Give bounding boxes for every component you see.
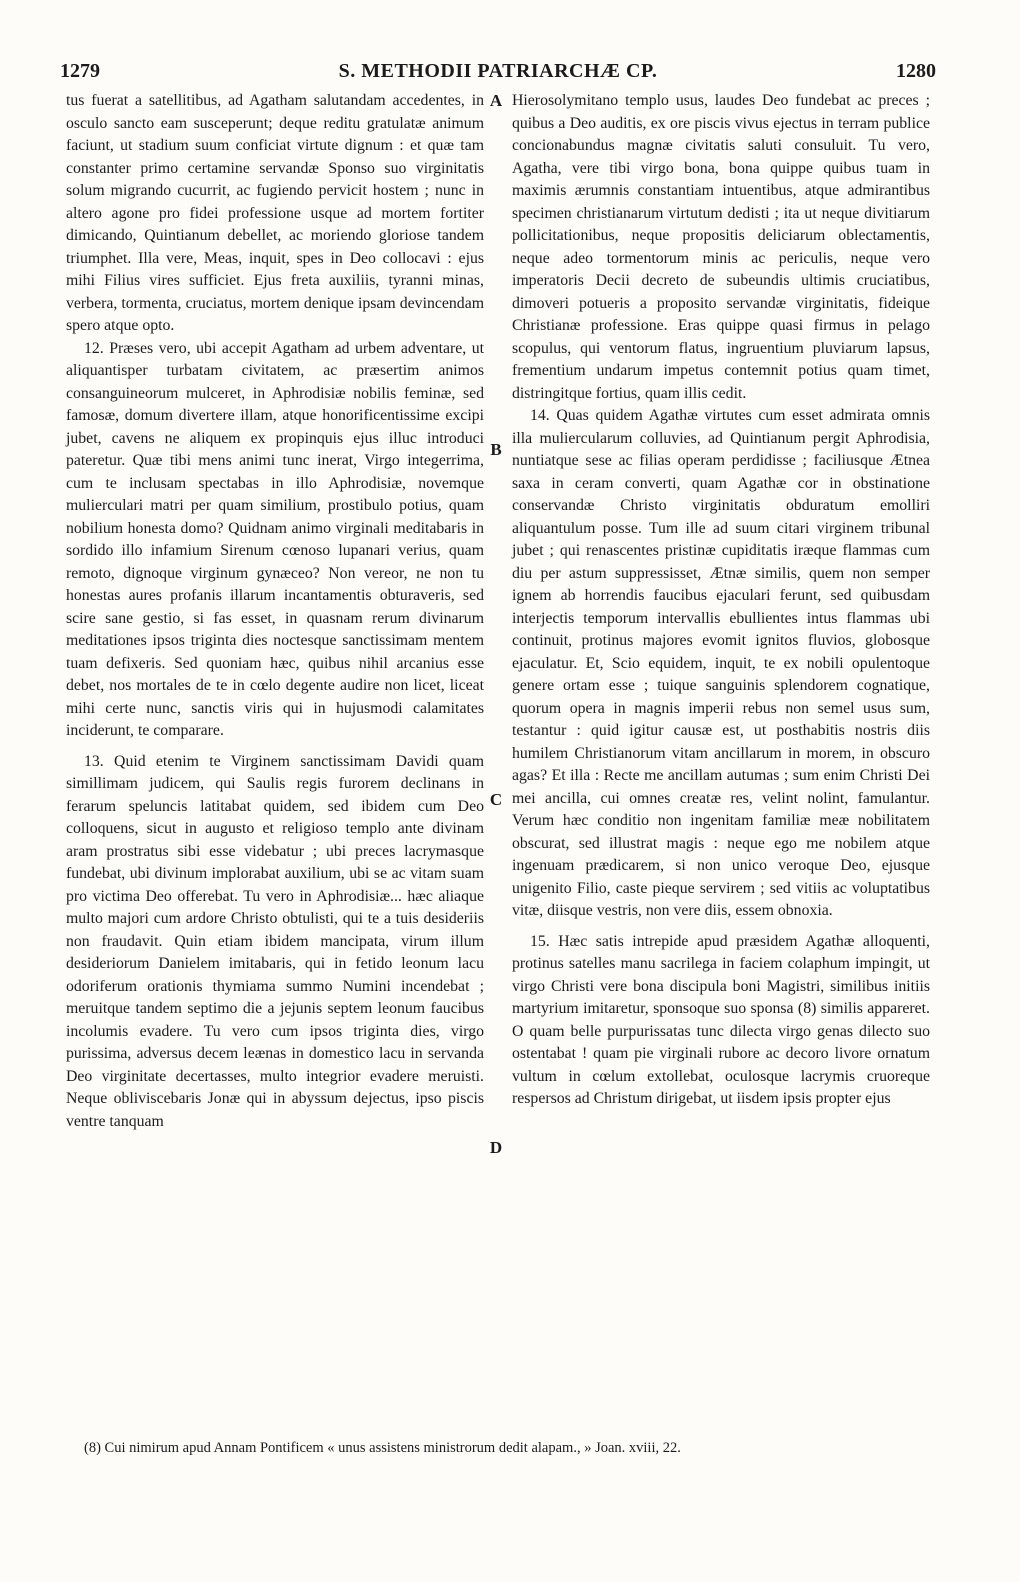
section-marker-d: D <box>489 1138 503 1157</box>
left-column <box>66 90 484 1133</box>
right-column <box>512 90 930 1111</box>
section-marker-b: B <box>490 440 502 459</box>
paragraph-13: 13. Quid etenim te Virginem sanctissimam Davidi quam simillimam judicem, qui Saulis regis furorem declinans in ferarum speluncis latitabat quidem, sed ibidem cum Deo colloquens, sicut in augusto et religioso templo ante divinam aram prostratus sibi esse videbatur ; ubi preces lacrymasque fundebat, ubi divinum implorabat auxilium, ubi se ac vitam suam pro victima Deo offerebat. Tu vero in Aphrodisiæ... hæc aliaque multo majori cum ardore Christo obtulisti, qui te a tuis desideriis non fraudavit. Quin etiam ibidem mancipata, virum illum desideriorum Danielem imitabaris, qui in fetido leonum lacu odoriferum orationis thymiama summo Numini incendebat ; meruitque tandem septimo die a jejunis septem leonum faucibus incolumis evadere. Tu vero cum ipsos triginta dies, virgo purissima, adversus decem leænas in domestico lacu in servanda Deo virginitate decertasses, multo integrior evadere meruisti. Neque obliviscebaris Jonæ qui in abyssum dejectus, ipso piscis ventre tanquam <box>66 752 484 1130</box>
paragraph-12: 12. Præses vero, ubi accepit Agatham ad urbem adventare, ut aliquantisper turbatam civitatem, ac præsertim animos consanguineorum mulceret, in Aphrodisiæ nobilis feminæ, sed famosæ, domum divertere illam, atque honorificentissime excipi jubet, cavens ne aliquem ex propinquis ejus illuc introduci pateretur. Quæ tibi mens animi tunc inerat, Virgo integerrima, cum te inclusam spectabas in illo Aphrodisiæ, novemque mulierculari matri per quam similium, prostibulo potius, quam nobilium honesta domo? Quidnam animo virginali meditabaris in sordido illo infamium Sirenum cœnoso lupanari verius, quam remoto, dignoque virginum gynæceo? Non vereor, ne non tu honestas aures profanis illarum incantamentis obturaveris, sed scire sane gestio, si fas esset, in quasnam rerum divinarum meditationes ipsos triginta dies noctesque sanctissimam mentem tuam defixeris. Sed quoniam hæc, quibus nihil arcanius esse debet, nos mortales de te in cœlo degente audire non licet, liceat mihi certe nunc, sanctis viris qui in hujusmodi calamitates inciderunt, te comparare. <box>66 339 484 739</box>
paragraph-continuation: tus fuerat a satellitibus, ad Agatham salutandam accedentes, in osculo sancto eam susceperunt; deque reditu gratulatæ animum faciunt, ut stadium suum conficiat virtute dignum : et quæ tam constanter primo certamine servandæ Sponso suo virginitatis solum migrando cucurrit, ac fugiendo pervicit hostem ; nunc in altero agone pro fidei professione usque ad mortem fortiter dimicando, Quintianum debellet, ac moriendo gloriose tandem triumphet. Illa vere, Meas, inquit, spes in Deo collocavi : ejus mihi Filius vires sufficiet. Ejus freta auxiliis, tyranni minas, verbera, tormenta, cruciatus, mortem denique ipsam devincendam spero atque opto. <box>66 92 484 334</box>
page-header <box>60 60 936 84</box>
running-title: S. METHODII PATRIARCHÆ CP. <box>338 60 658 82</box>
paragraph-continuation-right: Hierosolymitano templo usus, laudes Deo fundebat ac preces ; quibus a Deo auditis, ex ore piscis vivus ejectus in terram publice concionabundus magnæ civitatis saluti consuluit. Tu vero, Agatha, vere tibi virgo bona, bona quippe quibus tuam in maximis ærumnis constantiam intuentibus, atque admirantibus specimen christianarum virtutum dedisti ; ita ut neque divitiarum pollicitationibus, neque propositis deliciarum oblectamentis, neque adeo tormentorum minis ac periculis, neque vero imperatoris Decii decreto de subeundis ultimis cruciatibus, dimoveri potueris a proposito servandæ virginitatis, fideique Christianæ professione. Eras quippe quasi firmus in pelago scopulus, qui ventorum flatus, ingruentium pluviarum lapsus, frementium undarum impetus contemnit potius quam timet, distringitque fortius, quam illis cedit. <box>512 92 930 402</box>
page-number-left: 1279 <box>60 60 100 82</box>
paragraph-14: 14. Quas quidem Agathæ virtutes cum esset admirata omnis illa muliercularum colluvies, ad Quintianum pergit Aphrodisia, nuntiatque sese ac filias operam perdidisse ; faciliusque Ætnea saxa in ceram converti, quam Agathæ cor in obstinatione conservandæ Christo virginitatis obduratum emolliri aliquantulum posse. Tum ille ad suum citari virginem tribunal jubet ; qui renascentes pristinæ cupiditatis iræque flammas cum diu per astum suppressisset, Ætnæ similis, quem non semper ignem ab horrendis faucibus ejaculari ferunt, sed quibusdam interjectis temporum intervallis ebullientes intus flammas ubi continuit, protinus majores evomit ignitos fluvios, globosque ejaculatur. Et, Scio equidem, inquit, te ex nobili opulentoque genere ortam esse ; tuique sanguinis splendorem cognatique, quorum opera in magnis imperii rebus non semel usus sum, testantur : quid igitur causæ est, ut posthabitis nostris diis humilem Christianorum vitam ancillarum in morem, in obscuro agas? Et illa : Recte me ancillam autumas ; sum enim Christi Dei mei ancilla, cui omnes creatæ res, velint nolint, famulantur. Verum hæc conditio non ingenitam familiæ meæ nobilitatem obscurat, sed illustrat magis : neque ego me nobilem atque ingenuam prædicarem, si non unico veroque Deo, ejusque unigenito Filio, caste pieque servirem ; sed vitiis ac voluptatibus vitæ, diisque vestris, non vere diis, essem obnoxia. <box>512 407 930 919</box>
paragraph-15: 15. Hæc satis intrepide apud præsidem Agathæ alloquenti, protinus satelles manu sacrilega in faciem colaphum impingit, ut virgo Christi vere bona discipula boni Magistri, similibus initiis martyrium imitaretur, sponsoque suo sponsa (8) similis appareret. O quam belle purpurissatas tunc dilecta virgo genas dilecto suo ostentabat ! quam pie virginali rubore ac decoro livore ornatum vultum in cœlum extollebat, oculosque lacrymis cruoreque respersos ad Christum dirigebat, ut iisdem ipsis propter ejus <box>512 932 930 1107</box>
footnote: (8) Cui nimirum apud Annam Pontificem « unus assistens ministrorum dedit alapam., » Joan. xviii, 22. <box>84 1440 681 1456</box>
page-number-right: 1280 <box>896 60 936 82</box>
section-marker-c: C <box>489 790 503 809</box>
section-marker-a: A <box>489 91 503 110</box>
